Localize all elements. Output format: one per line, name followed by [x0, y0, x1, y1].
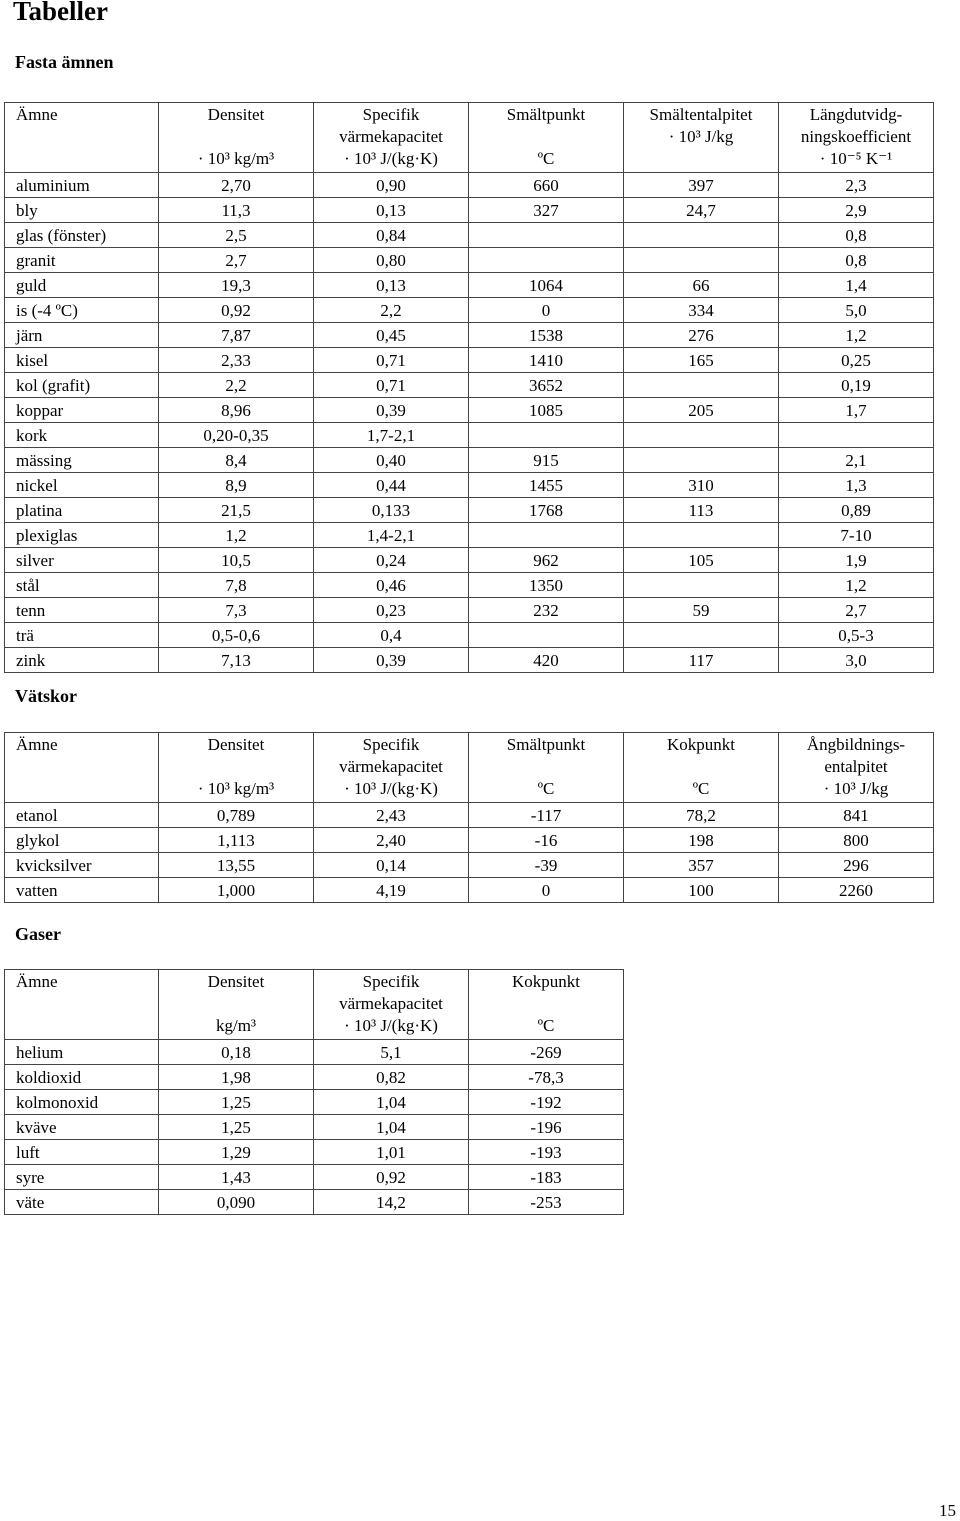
header-substance: Ämne	[5, 103, 159, 173]
substance-name-cell: tenn	[5, 598, 159, 623]
header-specific-heat: Specifik värmekapacitet · 10³ J/(kg·K)	[314, 970, 469, 1040]
value-cell: 117	[624, 648, 779, 673]
value-cell	[469, 248, 624, 273]
value-cell: 0,5-0,6	[159, 623, 314, 648]
header-boiling-point: Kokpunkt ºC	[624, 733, 779, 803]
substance-name-cell: kväve	[5, 1115, 159, 1140]
value-cell: 1064	[469, 273, 624, 298]
value-cell: 0,90	[314, 173, 469, 198]
value-cell: 0,39	[314, 398, 469, 423]
substance-name-cell: vatten	[5, 878, 159, 903]
value-cell: 10,5	[159, 548, 314, 573]
value-cell: 915	[469, 448, 624, 473]
substance-name-cell: trä	[5, 623, 159, 648]
value-cell: 0,133	[314, 498, 469, 523]
value-cell: 0,71	[314, 373, 469, 398]
section-heading-solids: Fasta ämnen	[15, 52, 114, 72]
table-row	[5, 523, 934, 548]
substance-name-cell: kork	[5, 423, 159, 448]
table-row	[5, 1115, 624, 1140]
value-cell: -192	[469, 1090, 624, 1115]
value-cell: 1,4	[779, 273, 934, 298]
table-row	[5, 1065, 624, 1090]
value-cell: 420	[469, 648, 624, 673]
page-title: Tabeller	[13, 0, 109, 26]
value-cell: 8,96	[159, 398, 314, 423]
value-cell: 0,13	[314, 198, 469, 223]
value-cell: 296	[779, 853, 934, 878]
value-cell: 660	[469, 173, 624, 198]
value-cell: 198	[624, 828, 779, 853]
value-cell: 13,55	[159, 853, 314, 878]
value-cell: 1,2	[159, 523, 314, 548]
value-cell	[469, 623, 624, 648]
value-cell: 0,39	[314, 648, 469, 673]
value-cell: 0,92	[159, 298, 314, 323]
substance-name-cell: järn	[5, 323, 159, 348]
value-cell: 0	[469, 298, 624, 323]
table-row	[5, 803, 934, 828]
value-cell	[624, 373, 779, 398]
header-melting-point: Smältpunkt ºC	[469, 733, 624, 803]
value-cell: 0,24	[314, 548, 469, 573]
substance-name-cell: helium	[5, 1040, 159, 1065]
value-cell: 2,2	[159, 373, 314, 398]
substance-name-cell: kolmonoxid	[5, 1090, 159, 1115]
value-cell: 2,33	[159, 348, 314, 373]
value-cell	[624, 423, 779, 448]
value-cell: 0,40	[314, 448, 469, 473]
value-cell: 1085	[469, 398, 624, 423]
value-cell	[624, 573, 779, 598]
substance-name-cell: koppar	[5, 398, 159, 423]
value-cell: 1,04	[314, 1090, 469, 1115]
substance-name-cell: is (-4 ºC)	[5, 298, 159, 323]
value-cell: 205	[624, 398, 779, 423]
value-cell	[779, 423, 934, 448]
value-cell: 2,70	[159, 173, 314, 198]
value-cell: 2,9	[779, 198, 934, 223]
substance-name-cell: platina	[5, 498, 159, 523]
value-cell: 1,43	[159, 1165, 314, 1190]
substance-name-cell: plexiglas	[5, 523, 159, 548]
value-cell: 0	[469, 878, 624, 903]
value-cell: 66	[624, 273, 779, 298]
value-cell: 11,3	[159, 198, 314, 223]
substance-name-cell: luft	[5, 1140, 159, 1165]
header-expansion-coefficient: Längdutvidg- ningskoefficient · 10⁻⁵ K⁻¹	[779, 103, 934, 173]
value-cell: 1350	[469, 573, 624, 598]
value-cell: 0,19	[779, 373, 934, 398]
value-cell: 5,1	[314, 1040, 469, 1065]
value-cell: 1,9	[779, 548, 934, 573]
value-cell: 2,7	[779, 598, 934, 623]
value-cell: 1,2	[779, 573, 934, 598]
value-cell: 2,3	[779, 173, 934, 198]
value-cell: 0,45	[314, 323, 469, 348]
table-row	[5, 498, 934, 523]
table-row	[5, 448, 934, 473]
value-cell: 113	[624, 498, 779, 523]
value-cell: 14,2	[314, 1190, 469, 1215]
value-cell: 19,3	[159, 273, 314, 298]
value-cell: 0,25	[779, 348, 934, 373]
header-enthalpy-of-vaporization: Ångbildnings- entalpitet · 10³ J/kg	[779, 733, 934, 803]
header-enthalpy-of-fusion: Smältentalpitet · 10³ J/kg	[624, 103, 779, 173]
value-cell: 0,44	[314, 473, 469, 498]
value-cell: 0,8	[779, 223, 934, 248]
value-cell: -269	[469, 1040, 624, 1065]
value-cell: -39	[469, 853, 624, 878]
table-row	[5, 623, 934, 648]
value-cell: 1,25	[159, 1090, 314, 1115]
table-row	[5, 273, 934, 298]
substance-name-cell: mässing	[5, 448, 159, 473]
substance-name-cell: väte	[5, 1190, 159, 1215]
value-cell: 4,19	[314, 878, 469, 903]
solids-table	[4, 102, 934, 673]
liquids-table	[4, 732, 934, 903]
substance-name-cell: bly	[5, 198, 159, 223]
table-row	[5, 878, 934, 903]
value-cell	[624, 523, 779, 548]
table-row	[5, 348, 934, 373]
table-row	[5, 1140, 624, 1165]
table-row	[5, 853, 934, 878]
value-cell: 7,3	[159, 598, 314, 623]
value-cell: 310	[624, 473, 779, 498]
substance-name-cell: silver	[5, 548, 159, 573]
header-density: Densitet kg/m³	[159, 970, 314, 1040]
value-cell	[624, 448, 779, 473]
header-substance: Ämne	[5, 733, 159, 803]
value-cell: 0,89	[779, 498, 934, 523]
value-cell	[469, 423, 624, 448]
value-cell: 0,92	[314, 1165, 469, 1190]
header-specific-heat: Specifik värmekapacitet · 10³ J/(kg·K)	[314, 103, 469, 173]
table-row	[5, 598, 934, 623]
table-row	[5, 398, 934, 423]
value-cell: 0,5-3	[779, 623, 934, 648]
value-cell: 0,8	[779, 248, 934, 273]
value-cell: 397	[624, 173, 779, 198]
value-cell: 5,0	[779, 298, 934, 323]
value-cell: 0,789	[159, 803, 314, 828]
value-cell: 0,20-0,35	[159, 423, 314, 448]
substance-name-cell: kvicksilver	[5, 853, 159, 878]
value-cell: 8,4	[159, 448, 314, 473]
substance-name-cell: glas (fönster)	[5, 223, 159, 248]
value-cell: 7,87	[159, 323, 314, 348]
value-cell: 2,40	[314, 828, 469, 853]
value-cell: 0,80	[314, 248, 469, 273]
value-cell: 7,8	[159, 573, 314, 598]
value-cell	[624, 223, 779, 248]
value-cell: 0,090	[159, 1190, 314, 1215]
value-cell: 0,4	[314, 623, 469, 648]
value-cell: 59	[624, 598, 779, 623]
value-cell: 7-10	[779, 523, 934, 548]
table-row	[5, 248, 934, 273]
value-cell: 2,5	[159, 223, 314, 248]
substance-name-cell: syre	[5, 1165, 159, 1190]
value-cell: 2260	[779, 878, 934, 903]
value-cell	[624, 248, 779, 273]
value-cell: 2,1	[779, 448, 934, 473]
value-cell: 1,113	[159, 828, 314, 853]
substance-name-cell: nickel	[5, 473, 159, 498]
value-cell: 165	[624, 348, 779, 373]
section-heading-gases: Gaser	[15, 924, 61, 944]
header-substance: Ämne	[5, 970, 159, 1040]
gases-table	[4, 969, 624, 1215]
value-cell: 1410	[469, 348, 624, 373]
page-number: 15	[939, 1501, 956, 1520]
table-row	[5, 573, 934, 598]
header-density: Densitet · 10³ kg/m³	[159, 733, 314, 803]
value-cell: 357	[624, 853, 779, 878]
value-cell: 1455	[469, 473, 624, 498]
value-cell: 21,5	[159, 498, 314, 523]
value-cell: -78,3	[469, 1065, 624, 1090]
value-cell: 0,23	[314, 598, 469, 623]
value-cell: 232	[469, 598, 624, 623]
value-cell: 1,98	[159, 1065, 314, 1090]
value-cell: 327	[469, 198, 624, 223]
value-cell: 100	[624, 878, 779, 903]
substance-name-cell: glykol	[5, 828, 159, 853]
table-row	[5, 548, 934, 573]
value-cell: 1538	[469, 323, 624, 348]
value-cell: 0,18	[159, 1040, 314, 1065]
value-cell: 0,71	[314, 348, 469, 373]
header-specific-heat: Specifik värmekapacitet · 10³ J/(kg·K)	[314, 733, 469, 803]
value-cell: 3,0	[779, 648, 934, 673]
value-cell	[469, 523, 624, 548]
substance-name-cell: koldioxid	[5, 1065, 159, 1090]
substance-name-cell: stål	[5, 573, 159, 598]
section-heading-liquids: Vätskor	[15, 686, 77, 706]
table-row	[5, 173, 934, 198]
value-cell: -117	[469, 803, 624, 828]
value-cell: 0,82	[314, 1065, 469, 1090]
table-row	[5, 323, 934, 348]
header-density: Densitet · 10³ kg/m³	[159, 103, 314, 173]
table-row	[5, 648, 934, 673]
value-cell: -183	[469, 1165, 624, 1190]
value-cell: 800	[779, 828, 934, 853]
value-cell: 2,7	[159, 248, 314, 273]
value-cell: 24,7	[624, 198, 779, 223]
value-cell: -253	[469, 1190, 624, 1215]
table-row	[5, 473, 934, 498]
value-cell: 1,000	[159, 878, 314, 903]
value-cell: 1,7-2,1	[314, 423, 469, 448]
value-cell: 105	[624, 548, 779, 573]
value-cell: 3652	[469, 373, 624, 398]
table-row	[5, 828, 934, 853]
table-row	[5, 373, 934, 398]
table-row	[5, 198, 934, 223]
table-row	[5, 1190, 624, 1215]
header-boiling-point: Kokpunkt ºC	[469, 970, 624, 1040]
substance-name-cell: granit	[5, 248, 159, 273]
table-row	[5, 1090, 624, 1115]
table-row	[5, 1165, 624, 1190]
value-cell: -16	[469, 828, 624, 853]
value-cell: 0,46	[314, 573, 469, 598]
value-cell: -193	[469, 1140, 624, 1165]
header-melting-point: Smältpunkt ºC	[469, 103, 624, 173]
value-cell: 78,2	[624, 803, 779, 828]
value-cell: 1,3	[779, 473, 934, 498]
value-cell	[624, 623, 779, 648]
substance-name-cell: guld	[5, 273, 159, 298]
value-cell: 2,2	[314, 298, 469, 323]
value-cell: -196	[469, 1115, 624, 1140]
substance-name-cell: etanol	[5, 803, 159, 828]
value-cell: 0,13	[314, 273, 469, 298]
value-cell: 0,84	[314, 223, 469, 248]
value-cell: 1,7	[779, 398, 934, 423]
value-cell: 0,14	[314, 853, 469, 878]
value-cell: 1768	[469, 498, 624, 523]
table-row	[5, 223, 934, 248]
substance-name-cell: kol (grafit)	[5, 373, 159, 398]
substance-name-cell: aluminium	[5, 173, 159, 198]
table-row	[5, 298, 934, 323]
value-cell: 1,04	[314, 1115, 469, 1140]
value-cell: 962	[469, 548, 624, 573]
value-cell: 2,43	[314, 803, 469, 828]
value-cell: 334	[624, 298, 779, 323]
value-cell: 1,2	[779, 323, 934, 348]
table-row	[5, 423, 934, 448]
value-cell: 1,29	[159, 1140, 314, 1165]
value-cell: 1,01	[314, 1140, 469, 1165]
value-cell: 1,4-2,1	[314, 523, 469, 548]
value-cell	[469, 223, 624, 248]
table-row	[5, 1040, 624, 1065]
value-cell: 8,9	[159, 473, 314, 498]
substance-name-cell: zink	[5, 648, 159, 673]
value-cell: 1,25	[159, 1115, 314, 1140]
value-cell: 841	[779, 803, 934, 828]
value-cell: 276	[624, 323, 779, 348]
substance-name-cell: kisel	[5, 348, 159, 373]
value-cell: 7,13	[159, 648, 314, 673]
